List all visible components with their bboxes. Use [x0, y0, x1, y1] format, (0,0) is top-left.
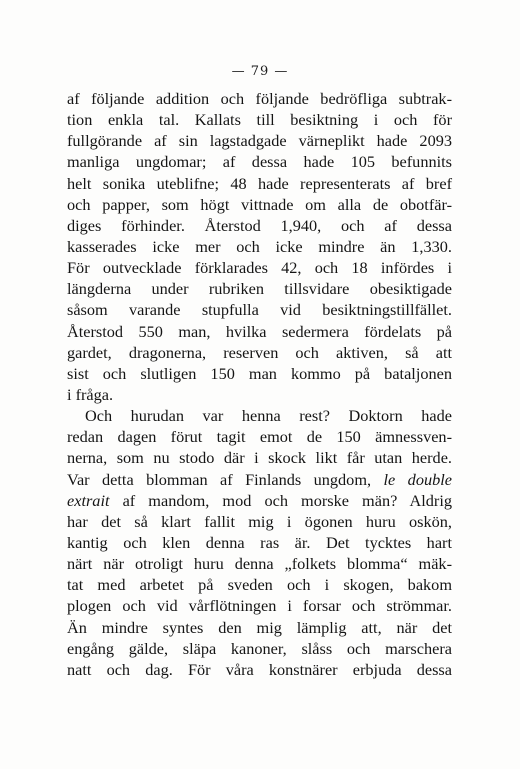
italic-phrase: extrait — [67, 490, 110, 510]
text-line — [67, 447, 452, 468]
italic-phrase: le double — [383, 469, 452, 489]
text-line — [67, 130, 452, 151]
text-segment: närt när otroligt huru denna „folkets blomma“ mäk- — [67, 554, 452, 574]
page-number: — 79 — — [231, 64, 289, 79]
text-segment: tion enkla tal. Kallats till besiktning i och för — [67, 110, 452, 130]
text-line — [67, 532, 452, 553]
text-segment: Var detta blomman af Finlands ungdom, — [67, 469, 384, 489]
text-line — [67, 194, 452, 215]
text-segment: i fråga. — [67, 384, 114, 404]
text-segment: sist och slutligen 150 man kommo på bataljonen — [67, 363, 452, 383]
body-text — [67, 88, 452, 680]
text-segment: Återstod 550 man, hvilka sedermera fördelats på — [67, 321, 452, 341]
text-line — [67, 236, 452, 257]
text-segment: gardet, dragonerna, reserven och aktiven, så att — [67, 342, 452, 362]
text-segment: kasserades icke mer och icke mindre än 1,330. — [67, 236, 452, 256]
text-segment: af mandom, mod och morske män? Aldrig — [109, 490, 452, 510]
text-segment: natt och dag. För våra konstnärer erbjuda dessa — [67, 659, 452, 679]
text-line — [67, 490, 452, 511]
text-segment: och papper, som högt vittnade om alla de obotfär- — [67, 194, 452, 214]
text-line — [67, 173, 452, 194]
text-segment: har det så klart fallit mig i ögonen huru oskön, — [67, 511, 452, 531]
text-line — [67, 88, 452, 109]
text-line — [67, 553, 452, 574]
text-segment: fullgörande af sin lagstadgade värneplikt hade 2093 — [67, 131, 452, 151]
text-line — [67, 257, 452, 278]
text-line — [67, 617, 452, 638]
text-line — [67, 363, 452, 384]
text-line — [67, 109, 452, 130]
text-line — [67, 278, 452, 299]
text-segment: Och hurudan var henna rest? Doktorn hade — [85, 406, 452, 426]
text-line — [67, 511, 452, 532]
text-line — [67, 638, 452, 659]
text-line — [67, 321, 452, 342]
text-segment: nerna, som nu stodo där i skock likt får utan herde. — [67, 448, 452, 468]
text-segment: såsom varande stupfulla vid besiktningstillfället. — [67, 300, 452, 320]
text-line — [67, 574, 452, 595]
text-line — [67, 384, 452, 405]
text-line — [67, 405, 452, 426]
text-line — [67, 342, 452, 363]
text-segment: af följande addition och följande bedröfliga subtrak- — [67, 89, 452, 108]
text-segment: längderna under rubriken tillsvidare obesiktigade — [67, 279, 452, 299]
text-segment: helt sonika uteblifne; 48 hade representerats af bref — [67, 173, 452, 193]
text-line — [67, 426, 452, 447]
text-line — [67, 215, 452, 236]
text-line — [67, 299, 452, 320]
text-segment: Än mindre syntes den mig lämplig att, när det — [67, 617, 452, 637]
text-line — [67, 659, 452, 680]
text-segment: redan dagen förut tagit emot de 150 ämnessven- — [67, 427, 452, 447]
text-segment: kantig och klen denna ras är. Det tycktes hart — [67, 532, 452, 552]
text-line — [67, 151, 452, 172]
text-segment: tat med arbetet på sveden och i skogen, bakom — [67, 575, 452, 595]
text-line — [67, 469, 452, 490]
text-segment: För outvecklade förklarades 42, och 18 infördes i — [67, 258, 452, 278]
text-line — [67, 595, 452, 616]
text-segment: manliga ungdomar; af dessa hade 105 befunnits — [67, 152, 452, 172]
text-segment: diges förhinder. Återstod 1,940, och af dessa — [67, 215, 452, 235]
text-segment: plogen och vid vårflötningen i forsar och strömmar. — [67, 596, 452, 616]
text-segment: engång gälde, släpa kanoner, slåss och marschera — [67, 638, 452, 658]
